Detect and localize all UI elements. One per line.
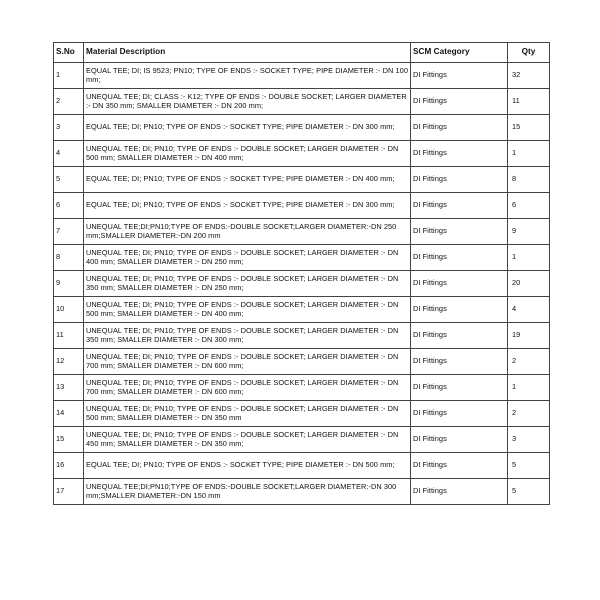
qty-cell: 6 (508, 193, 550, 219)
material-description-text: EQUAL TEE; DI; PN10; TYPE OF ENDS :- SOCKET TYPE; PIPE DIAMETER :- DN 300 mm; (86, 123, 395, 132)
qty-cell: 1 (508, 375, 550, 401)
qty-cell: 11 (508, 89, 550, 115)
table-row (54, 141, 550, 167)
table-row (54, 89, 550, 115)
sno-cell: 13 (54, 375, 84, 401)
sno-cell: 6 (54, 193, 84, 219)
sno-cell: 8 (54, 245, 84, 271)
qty-cell: 3 (508, 427, 550, 453)
table-row (54, 323, 550, 349)
material-description-text: EQUAL TEE; DI; PN10; TYPE OF ENDS :- SOCKET TYPE; PIPE DIAMETER :- DN 400 mm; (86, 175, 395, 184)
material-description-text: UNEQUAL TEE;DI;PN10;TYPE OF ENDS:-DOUBLE SOCKET;LARGER DIAMETER:-DN 250 mm;SMALLER DIAMETER:-DN 200 mm (86, 223, 397, 240)
scm-category-cell: DI Fittings (411, 401, 508, 427)
scm-category-cell: DI Fittings (411, 141, 508, 167)
material-description-cell (84, 427, 411, 453)
table-row (54, 271, 550, 297)
material-description-cell (84, 89, 411, 115)
table-row (54, 427, 550, 453)
qty-cell: 1 (508, 245, 550, 271)
material-description-cell (84, 271, 411, 297)
material-description-text: UNEQUAL TEE; DI; PN10; TYPE OF ENDS :- DOUBLE SOCKET; LARGER DIAMETER :- DN 350 mm; SMALLER DIAMETER :- DN 300 mm; (86, 327, 399, 344)
material-description-cell (84, 349, 411, 375)
sno-cell: 12 (54, 349, 84, 375)
qty-cell: 32 (508, 63, 550, 89)
material-description-text: UNEQUAL TEE; DI; CLASS :- K12; TYPE OF ENDS :- DOUBLE SOCKET; LARGER DIAMETER :- DN 350 mm; SMALLER DIAMETER :- DN 200 mm; (86, 93, 407, 110)
sno-cell: 3 (54, 115, 84, 141)
material-description-cell (84, 63, 411, 89)
document-page (53, 42, 549, 505)
scm-category-cell: DI Fittings (411, 89, 508, 115)
material-description-cell (84, 193, 411, 219)
header-sno: S.No (54, 43, 84, 63)
scm-category-cell: DI Fittings (411, 245, 508, 271)
sno-cell: 1 (54, 63, 84, 89)
material-description-text: UNEQUAL TEE; DI; PN10; TYPE OF ENDS :- DOUBLE SOCKET; LARGER DIAMETER :- DN 500 mm; SMALLER DIAMETER :- DN 350 mm (86, 405, 399, 422)
material-description-text: EQUAL TEE; DI; PN10; TYPE OF ENDS :- SOCKET TYPE; PIPE DIAMETER :- DN 500 mm; (86, 461, 395, 470)
sno-cell: 10 (54, 297, 84, 323)
table-row (54, 375, 550, 401)
scm-category-cell: DI Fittings (411, 271, 508, 297)
material-description-cell (84, 375, 411, 401)
header-scm-category: SCM Category (411, 43, 508, 63)
material-description-text: EQUAL TEE; DI; IS 9523; PN10; TYPE OF ENDS :- SOCKET TYPE; PIPE DIAMETER :- DN 100 mm; (86, 67, 408, 84)
material-description-cell (84, 323, 411, 349)
material-description-cell (84, 479, 411, 505)
scm-category-cell: DI Fittings (411, 323, 508, 349)
material-description-text: UNEQUAL TEE; DI; PN10; TYPE OF ENDS :- DOUBLE SOCKET; LARGER DIAMETER :- DN 350 mm; SMALLER DIAMETER :- DN 250 mm; (86, 275, 399, 292)
sno-cell: 4 (54, 141, 84, 167)
material-description-text: UNEQUAL TEE;DI;PN10;TYPE OF ENDS:-DOUBLE SOCKET;LARGER DIAMETER:-DN 300 mm;SMALLER DIAMETER:-DN 150 mm (86, 483, 397, 500)
qty-cell: 9 (508, 219, 550, 245)
material-description-text: UNEQUAL TEE; DI; PN10; TYPE OF ENDS :- DOUBLE SOCKET; LARGER DIAMETER :- DN 700 mm; SMALLER DIAMETER :- DN 600 mm; (86, 353, 399, 370)
qty-cell: 20 (508, 271, 550, 297)
material-description-cell (84, 219, 411, 245)
table-row (54, 167, 550, 193)
material-description-cell (84, 453, 411, 479)
material-description-cell (84, 401, 411, 427)
table-row (54, 401, 550, 427)
sno-cell: 5 (54, 167, 84, 193)
qty-cell: 15 (508, 115, 550, 141)
header-material-description: Material Description (84, 43, 411, 63)
table-row (54, 297, 550, 323)
material-description-cell (84, 167, 411, 193)
scm-category-cell: DI Fittings (411, 167, 508, 193)
table-row (54, 479, 550, 505)
scm-category-cell: DI Fittings (411, 349, 508, 375)
material-description-cell (84, 115, 411, 141)
qty-cell: 5 (508, 479, 550, 505)
sno-cell: 9 (54, 271, 84, 297)
material-description-text: UNEQUAL TEE; DI; PN10; TYPE OF ENDS :- DOUBLE SOCKET; LARGER DIAMETER :- DN 700 mm; SMALLER DIAMETER :- DN 600 mm; (86, 379, 399, 396)
material-description-cell (84, 245, 411, 271)
scm-category-cell: DI Fittings (411, 193, 508, 219)
scm-category-cell: DI Fittings (411, 375, 508, 401)
qty-cell: 4 (508, 297, 550, 323)
qty-cell: 2 (508, 401, 550, 427)
scm-category-cell: DI Fittings (411, 479, 508, 505)
table-body (54, 63, 550, 505)
table-row (54, 219, 550, 245)
scm-category-cell: DI Fittings (411, 453, 508, 479)
sno-cell: 7 (54, 219, 84, 245)
header-qty: Qty (508, 43, 550, 63)
table-row (54, 453, 550, 479)
scm-category-cell: DI Fittings (411, 63, 508, 89)
scm-category-cell: DI Fittings (411, 115, 508, 141)
table-row (54, 63, 550, 89)
scm-category-cell: DI Fittings (411, 297, 508, 323)
sno-cell: 17 (54, 479, 84, 505)
material-description-text: UNEQUAL TEE; DI; PN10; TYPE OF ENDS :- DOUBLE SOCKET; LARGER DIAMETER :- DN 500 mm; SMALLER DIAMETER :- DN 400 mm; (86, 145, 399, 162)
scm-category-cell: DI Fittings (411, 427, 508, 453)
material-description-text: UNEQUAL TEE; DI; PN10; TYPE OF ENDS :- DOUBLE SOCKET; LARGER DIAMETER :- DN 400 mm; SMALLER DIAMETER :- DN 250 mm; (86, 249, 399, 266)
materials-table (53, 42, 550, 505)
material-description-cell (84, 297, 411, 323)
table-row (54, 245, 550, 271)
material-description-cell (84, 141, 411, 167)
qty-cell: 2 (508, 349, 550, 375)
qty-cell: 5 (508, 453, 550, 479)
table-row (54, 193, 550, 219)
scm-category-cell: DI Fittings (411, 219, 508, 245)
qty-cell: 8 (508, 167, 550, 193)
sno-cell: 15 (54, 427, 84, 453)
sno-cell: 14 (54, 401, 84, 427)
sno-cell: 2 (54, 89, 84, 115)
qty-cell: 1 (508, 141, 550, 167)
table-row (54, 115, 550, 141)
sno-cell: 16 (54, 453, 84, 479)
material-description-text: UNEQUAL TEE; DI; PN10; TYPE OF ENDS :- DOUBLE SOCKET; LARGER DIAMETER :- DN 500 mm; SMALLER DIAMETER :- DN 400 mm; (86, 301, 399, 318)
qty-cell: 19 (508, 323, 550, 349)
sno-cell: 11 (54, 323, 84, 349)
table-header-row (54, 43, 550, 63)
material-description-text: UNEQUAL TEE; DI; PN10; TYPE OF ENDS :- DOUBLE SOCKET; LARGER DIAMETER :- DN 450 mm; SMALLER DIAMETER :- DN 350 mm; (86, 431, 399, 448)
material-description-text: EQUAL TEE; DI; PN10; TYPE OF ENDS :- SOCKET TYPE; PIPE DIAMETER :- DN 300 mm; (86, 201, 395, 210)
table-row (54, 349, 550, 375)
